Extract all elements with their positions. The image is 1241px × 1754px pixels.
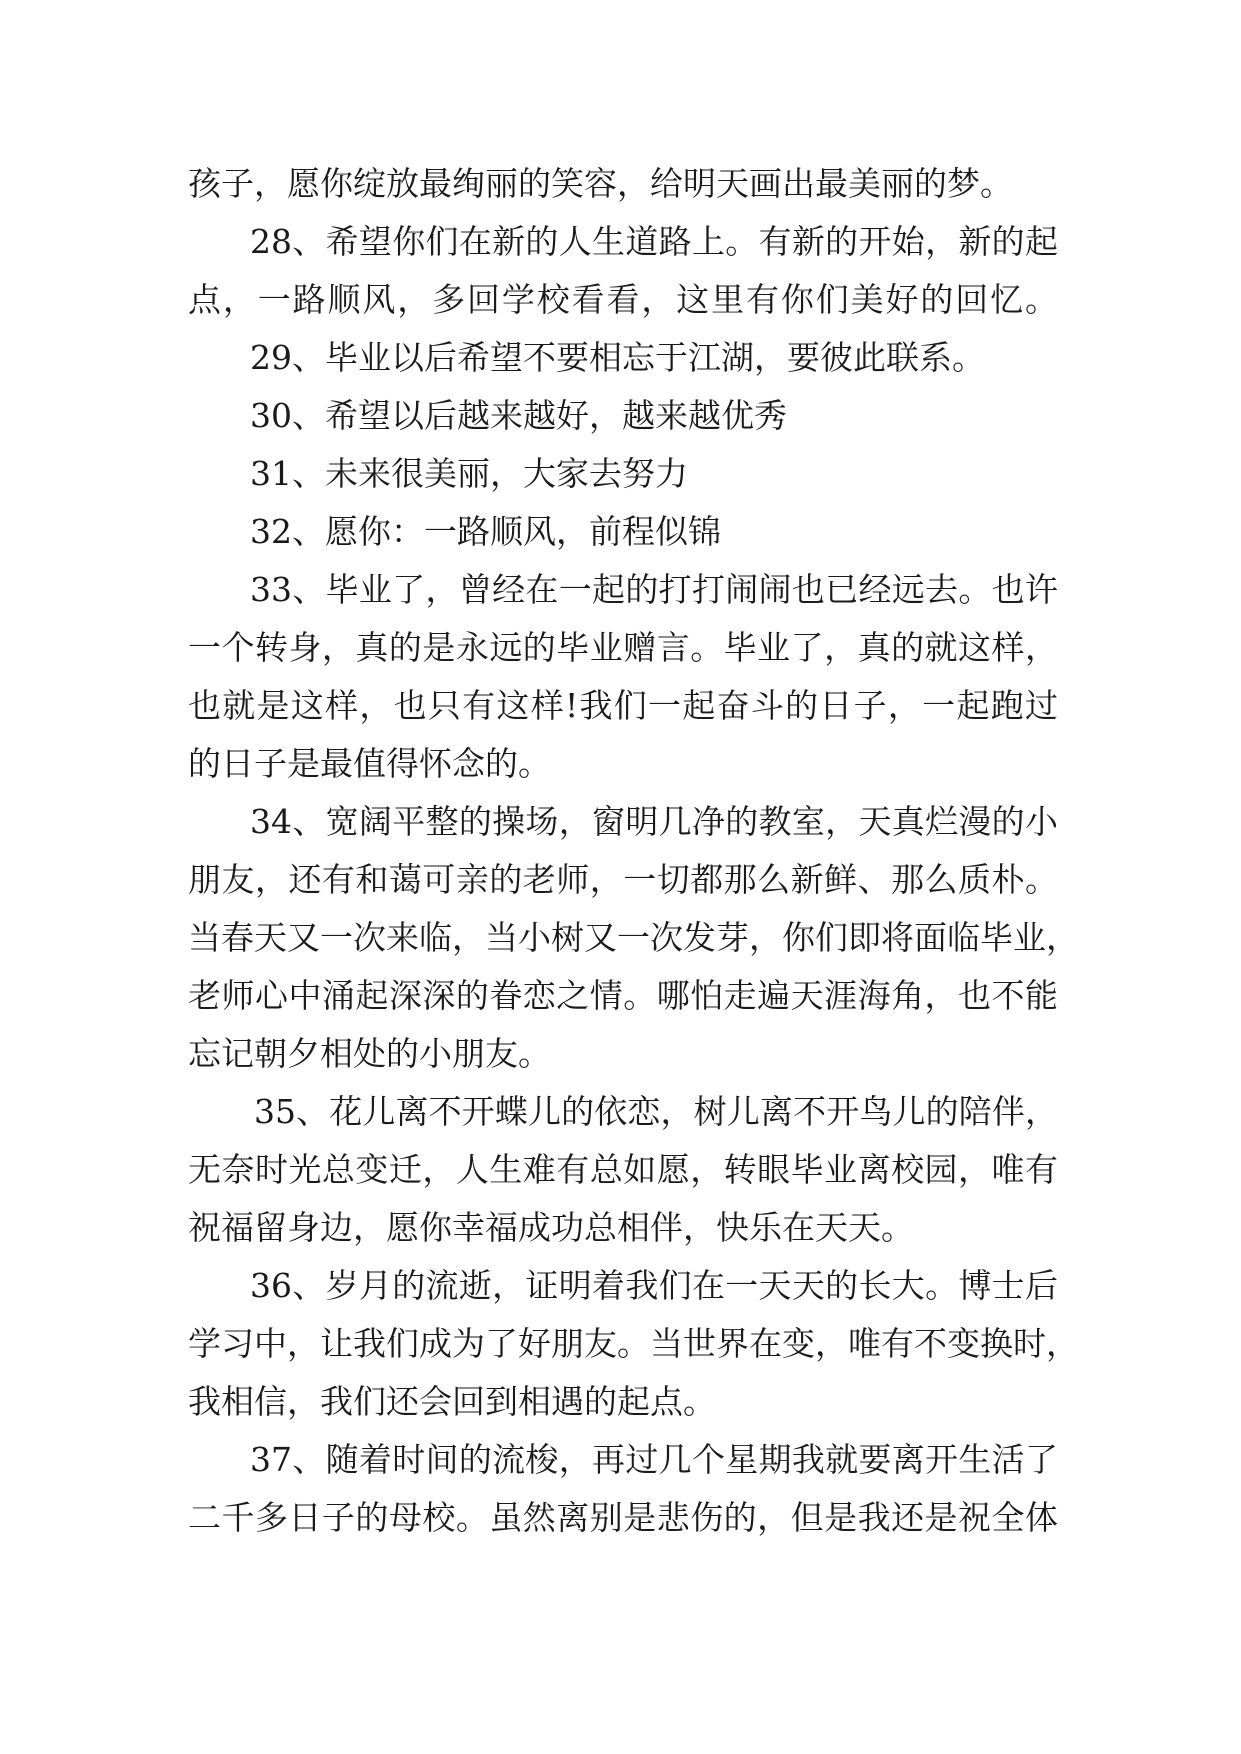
text-line: 朋友，还有和蔼可亲的老师，一切都那么新鲜、那么质朴。 [188,860,1058,899]
text-line: 31、未来很美丽，大家去努力 [250,454,688,493]
text-line: 37、随着时间的流梭，再过几个星期我就要离开生活了 [250,1440,1058,1479]
text-line: 我相信，我们还会回到相遇的起点。 [188,1382,716,1421]
text-line: 无奈时光总变迁，人生难有总如愿，转眼毕业离校园，唯有 [188,1150,1058,1189]
text-line: 老师心中涌起深深的眷恋之情。哪怕走遍天涯海角，也不能 [188,976,1058,1015]
text-line: 忘记朝夕相处的小朋友。 [188,1034,551,1073]
text-line: 32、愿你：一路顺风，前程似锦 [250,512,721,551]
text-line: 一个转身，真的是永远的毕业赠言。毕业了，真的就这样， [188,628,1058,667]
text-line: 也就是这样，也只有这样!我们一起奋斗的日子，一起跑过 [188,686,1058,725]
text-line: 祝福留身边，愿你幸福成功总相伴，快乐在天天。 [188,1208,914,1247]
text-line: 29、毕业以后希望不要相忘于江湖，要彼此联系。 [250,338,985,377]
text-line: 30、希望以后越来越好，越来越优秀 [250,396,787,435]
text-line: 点，一路顺风，多回学校看看，这里有你们美好的回忆。 [188,280,1058,319]
text-line: 的日子是最值得怀念的。 [188,744,551,783]
text-line: 学习中，让我们成为了好朋友。当世界在变，唯有不变换时， [188,1324,1079,1363]
text-line: 28、希望你们在新的人生道路上。有新的开始，新的起 [250,222,1058,261]
text-line: 34、宽阔平整的操场，窗明几净的教室，天真烂漫的小 [250,802,1058,841]
text-line: 孩子，愿你绽放最绚丽的笑容，给明天画出最美丽的梦。 [188,164,1013,203]
text-line: 35、花儿离不开蝶儿的依恋，树儿离不开鸟儿的陪伴， [254,1092,1058,1131]
text-line: 33、毕业了，曾经在一起的打打闹闹也已经远去。也许 [250,570,1058,609]
document-body [188,155,1079,1547]
text-line: 二千多日子的母校。虽然离别是悲伤的，但是我还是祝全体 [188,1498,1058,1537]
text-line: 当春天又一次来临，当小树又一次发芽，你们即将面临毕业， [188,918,1079,957]
text-line: 36、岁月的流逝，证明着我们在一天天的长大。博士后 [250,1266,1058,1305]
